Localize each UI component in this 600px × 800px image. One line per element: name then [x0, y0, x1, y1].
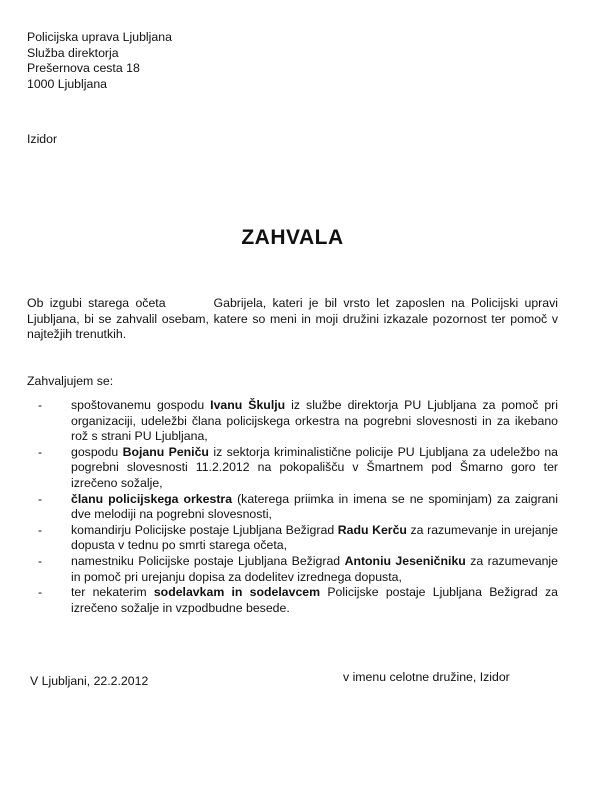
thanks-item: [27, 585, 558, 616]
item-highlight: sodelavkam in sodelavcem: [153, 585, 321, 600]
place-and-date: V Ljubljani, 22.2.2012: [30, 674, 149, 688]
address-line: Policijska uprava Ljubljana: [27, 30, 172, 44]
thanks-item: [27, 398, 558, 445]
item-text-after: iz službe direktorja PU Ljubljana za pomoč pri organizaciji, udeležbi člana policijskega orkestra na pogrebni slovesnosti in za ikebano rož s strani PU Ljubljana,: [71, 398, 558, 444]
sender-name: Izidor: [27, 132, 58, 146]
item-text-before: spoštovanemu gospodu: [71, 398, 205, 412]
thanks-item: [27, 554, 558, 585]
item-text-after: za razumevanje in pomoč pri urejanju dopisa za dodelitev izrednega dopusta,: [71, 553, 559, 584]
intro-paragraph: [27, 296, 558, 343]
list-dash: -: [38, 585, 43, 600]
thanks-heading: Zahvaljujem se:: [27, 374, 114, 388]
thanks-item: [27, 492, 558, 523]
intro-part-2: Gabrijela, kateri je bil vrsto let zaposlen na Policijski upravi Ljubljana, bi se zahvalil osebam, katere so meni in moji družini izkazale pozornost ter pomoč v najtežjih trenutkih.: [27, 296, 558, 342]
recipient-address: [27, 30, 172, 92]
item-highlight: Antoniu Jeseničniku: [344, 553, 466, 568]
document-title: ZAHVALA: [241, 226, 344, 249]
thanks-item: [27, 523, 558, 554]
signature-line: v imenu celotne družine, Izidor: [343, 670, 510, 684]
list-dash: -: [38, 444, 43, 459]
item-highlight: Bojanu Peniču: [122, 444, 209, 459]
item-text-before: namestniku Policijske postaje Ljubljana Bežigrad: [71, 553, 341, 568]
intro-part-1: Ob izgubi starega očeta: [27, 296, 166, 310]
item-text-after: za razumevanje in urejanje dopusta v tednu po smrti starega očeta,: [71, 522, 558, 553]
item-text-before: komandirju Policijske postaje Ljubljana Bežigrad: [71, 522, 335, 537]
list-dash: -: [38, 491, 43, 506]
item-text-after: Policijske postaje Ljubljana Bežigrad za izrečeno sožalje in vzpodbudne besede.: [71, 585, 558, 615]
list-dash: -: [38, 398, 43, 412]
address-line: Služba direktorja: [27, 45, 119, 60]
item-text-before: gospodu: [71, 444, 119, 459]
address-line: 1000 Ljubljana: [27, 76, 108, 91]
item-text-after: iz sektorja kriminalistične policije PU Ljubljana za udeležbo na pogrebni slovesnosti 11.2.2012 na pokopališču v Šmartnem pod Šmarno goro ter izrečeno sožalje,: [71, 444, 559, 490]
item-highlight: Radu Kerču: [337, 522, 407, 537]
address-line: Prešernova cesta 18: [27, 61, 140, 76]
list-dash: -: [38, 553, 43, 568]
item-text-before: ter nekaterim: [71, 585, 147, 600]
list-dash: -: [38, 522, 43, 537]
item-highlight: članu policijskega orkestra: [71, 491, 233, 506]
item-text-after: (katerega priimka in imena se ne spominjam) za zaigrani dve melodiji na pogrebni slovesnosti,: [71, 491, 558, 522]
thanks-list: [27, 398, 558, 616]
thanks-item: [27, 445, 558, 492]
item-highlight: Ivanu Škulju: [210, 398, 286, 412]
